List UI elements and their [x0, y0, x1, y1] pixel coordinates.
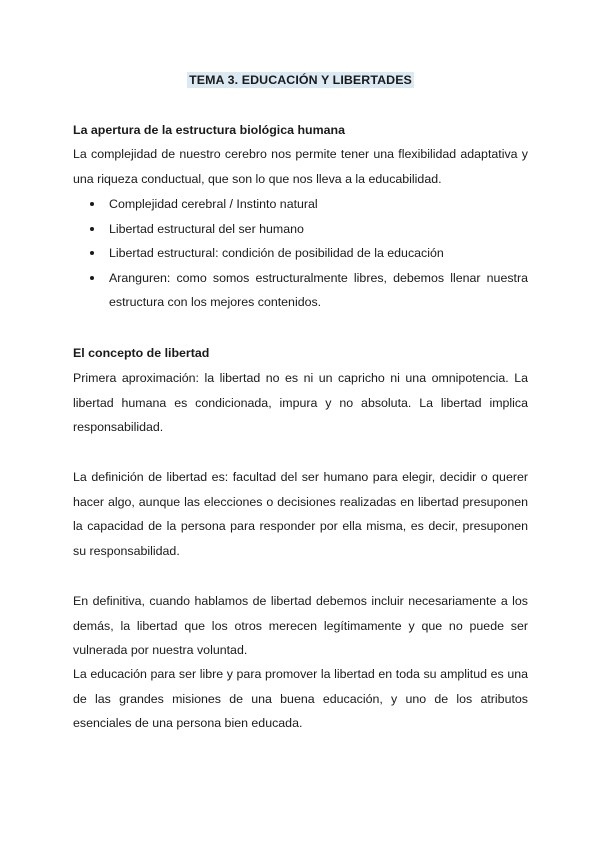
list-item: [73, 266, 528, 315]
list-item: [73, 241, 528, 266]
section2-paragraph-2: La definición de libertad es: facultad del ser humano para elegir, decidir o querer hacer algo, aunque las elecciones o decisiones realizadas en libertad presuponen la capacidad de la persona para responder por ella misma, es decir, presuponen su responsabilidad.: [73, 470, 528, 558]
section2-paragraph-3: En definitiva, cuando hablamos de libertad debemos incluir necesariamente a los demás, la libertad que los otros merecen legítimamente y que no puede ser vulnerada por nuestra voluntad.: [73, 594, 528, 657]
title-wrapper: [73, 72, 528, 88]
section-heading-concepto-libertad: El concepto de libertad: [73, 346, 210, 360]
section1-bullet-list: [73, 192, 528, 315]
section-heading-apertura: La apertura de la estructura biológica humana: [73, 123, 345, 137]
list-item-text: Aranguren: como somos estructuralmente libres, debemos llenar nuestra estructura con los mejores contenidos.: [109, 270, 528, 309]
bullet-dot-icon: [90, 276, 94, 280]
list-item: [73, 217, 528, 242]
section2-paragraph-4: La educación para ser libre y para promover la libertad en toda su amplitud es una de las grandes misiones de una buena educación, y uno de los atributos esenciales de una persona bien educada.: [73, 667, 528, 730]
bullet-dot-icon: [90, 251, 94, 255]
page-title: TEMA 3. EDUCACIÓN Y LIBERTADES: [189, 73, 412, 87]
list-item-text: Complejidad cerebral / Instinto natural: [109, 197, 318, 211]
section2-paragraph-1: Primera aproximación: la libertad no es ni un capricho ni una omnipotencia. La libertad humana es condicionada, impura y no absoluta. La libertad implica responsabilidad.: [73, 371, 528, 434]
section1-intro-paragraph: La complejidad de nuestro cerebro nos permite tener una flexibilidad adaptativa y una riqueza conductual, que son lo que nos lleva a la educabilidad.: [73, 147, 528, 186]
bullet-dot-icon: [90, 202, 94, 206]
list-item-text: Libertad estructural: condición de posibilidad de la educación: [109, 246, 444, 260]
list-item: [73, 192, 528, 217]
bullet-dot-icon: [90, 227, 94, 231]
list-item-text: Libertad estructural del ser humano: [109, 221, 304, 236]
